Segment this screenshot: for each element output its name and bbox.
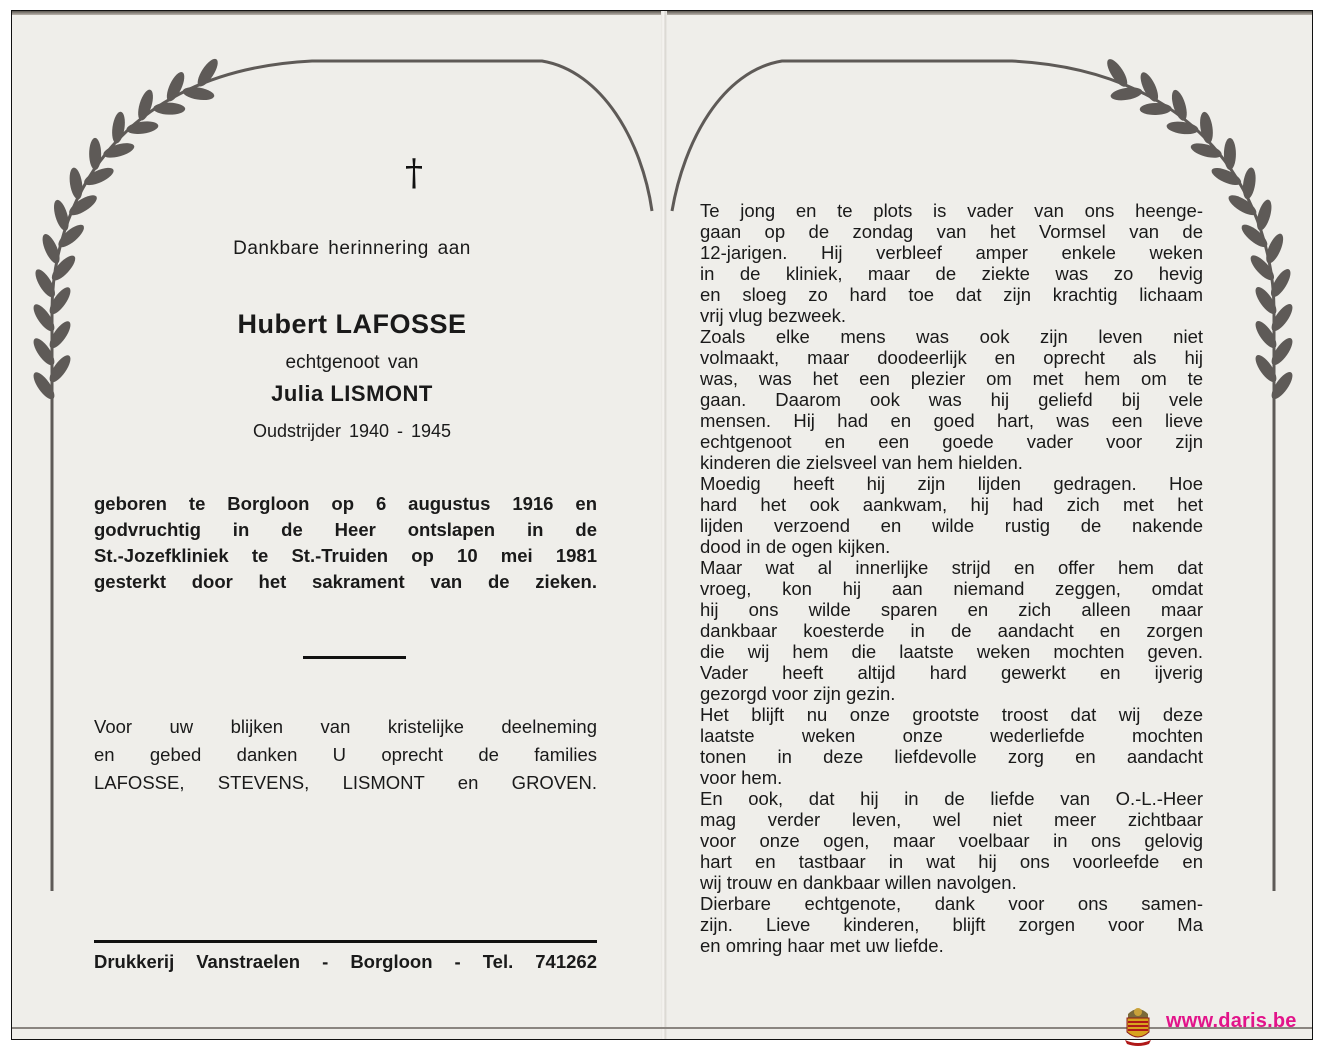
laurel-leaf [1238,221,1270,251]
eulogy-line: kinderen die zielsveel van hem hielden. [700,452,1023,473]
eulogy-line: en omring haar met uw liefde. [700,935,944,956]
eulogy-line: dankbaar koesterde in de aandacht en zorgen [700,620,1203,641]
cross-icon: † [405,153,423,194]
eulogy-line: Dierbare echtgenote, dank voor ons samen- [700,893,1203,914]
watermark[interactable] [1121,1000,1321,1044]
eulogy-line: mag verder leven, wel niet meer zichtbaar [700,809,1203,830]
birth-death-line: geboren te Borgloon op 6 augustus 1916 en [94,493,597,514]
eulogy-line: tonen in deze liefdevolle zorg en aandacht [700,746,1203,767]
laurel-leaf [110,111,126,144]
laurel-leaf [153,102,185,115]
laurel-leaf [1226,192,1259,219]
laurel-leaf [126,120,159,136]
eulogy-line: voor hem. [700,767,783,788]
eulogy-line: echtgenoot en een goede vader voor zijn [700,431,1203,452]
thanks-line: Voor uw blijken van kristelijke deelneming [94,716,597,737]
laurel-leaf [51,198,72,232]
eulogy-line: wij trouw en dankbaar willen navolgen. [700,872,1017,893]
thanks-paragraph [94,713,597,797]
laurel-leaf [1241,167,1257,200]
eulogy-line: vroeg, kon hij aan niemand zeggen, omdat [700,578,1203,599]
laurel-leaf [1267,266,1294,300]
laurel-leaf [89,138,101,170]
eulogy-line: zijn. Lieve kinderen, blijft zorgen voor Ma [700,914,1203,935]
laurel-leaf [1189,140,1223,160]
eulogy-line: hij ons wilde sparen en zich alleen maar [700,599,1203,620]
coat-of-arms-icon [1124,1004,1152,1046]
eulogy-line: lijden verzoend en wilde rustig de nakende [700,515,1203,536]
eulogy-line: en sloeg zo hard toe dat zijn krachtig lichaam [700,284,1203,305]
laurel-leaf [68,167,85,200]
veteran-title: Oudstrijder 1940 - 1945 [252,421,452,441]
eulogy-line: hart en tastbaar in wat hij ons voorleefde en [700,851,1203,872]
printer-divider [94,940,597,943]
laurel-leaf [39,232,63,266]
laurel-leaf [1166,120,1199,136]
printer-credit: Drukkerij Vanstraelen - Borgloon - Tel. 741262 [94,951,597,972]
laurel-leaf [1252,318,1280,351]
eulogy-line: voor onze ogen, maar voelbaar in ons gelovig [700,830,1203,851]
eulogy-line: Moedig heeft hij zijn lijden gedragen. Hoe [700,473,1203,494]
eulogy-line: volmaakt, maar doodeerlijk en oprecht als hij [700,347,1203,368]
eulogy-text [700,200,1203,956]
laurel-leaf [82,164,116,188]
thanks-line: LAFOSSE, STEVENS, LISMONT en GROVEN. [94,772,597,793]
laurel-leaf [32,267,59,301]
laurel-leaf [1252,352,1280,385]
laurel-leaf [135,88,156,122]
thanks-line: en gebed danken U oprecht de families [94,744,597,765]
birth-death-line: godvruchtig in de Heer ontslapen in de [94,519,597,540]
watermark-link[interactable]: www.daris.be [1166,1010,1297,1032]
eulogy-line: Vader heeft altijd hard gewerkt en ijverig [700,662,1203,683]
eulogy-line: mensen. Hij had en goed hart, was een lieve [700,410,1203,431]
laurel-leaf [1268,369,1296,402]
birth-death-line: St.-Jozefkliniek te St.-Truiden op 10 mei 1981 [94,545,597,566]
laurel-leaf [1224,138,1236,170]
eulogy-line: En ook, dat hij in de liefde van O.-L.-Heer [700,788,1203,809]
card-fold [661,11,667,1039]
laurel-leaf [30,369,58,402]
laurel-leaf [1104,56,1131,89]
laurel-leaf [1169,88,1190,122]
deceased-name: Hubert LAFOSSE [237,309,467,339]
eulogy-line: gaan. Daarom ook was hij geliefd bij vele [700,389,1203,410]
eulogy-line: was, was het een plezier om met hem om te [700,368,1203,389]
eulogy-line: laatste weken onze wederliefde mochten [700,725,1203,746]
intro-text: Dankbare herinnering aan [233,238,471,259]
laurel-leaf [1268,301,1296,334]
eulogy-line: Het blijft nu onze grootste troost dat wij deze [700,704,1203,725]
laurel-leaf [102,140,136,160]
laurel-leaf [48,252,78,284]
card-bottom-edge [12,1027,1312,1029]
laurel-leaf [46,284,74,317]
eulogy-line: gezorgd voor zijn gezin. [700,683,896,704]
eulogy-line: die wij hem die laatste weken mochten geven. [700,641,1203,662]
eulogy-line: gaan op de zondag van het Vormsel van de [700,221,1203,242]
laurel-leaf [1137,70,1162,104]
laurel-leaf [46,352,74,385]
laurel-leaf [163,70,187,104]
laurel-leaf [1198,111,1215,144]
eulogy-line: Maar wat al innerlijke strijd en offer hem dat [700,557,1203,578]
laurel-leaf [194,56,221,89]
laurel-leaf [1140,103,1172,116]
eulogy-line: dood in de ogen kijken. [700,536,891,557]
laurel-leaf [1268,335,1296,368]
birth-death-paragraph [94,491,597,595]
laurel-leaf [1247,252,1278,284]
birth-death-line: gesterkt door het sakrament van de zieken. [94,571,597,592]
left-laurel-branch [30,56,222,402]
laurel-leaf [182,85,215,102]
eulogy-line: Te jong en te plots is vader van ons heenge- [700,200,1203,221]
laurel-leaf [46,318,74,351]
spouse-name: Julia LISMONT [271,381,433,406]
relation-text: echtgenoot van [285,352,419,373]
laurel-leaf [1254,198,1274,232]
laurel-leaf [1252,284,1280,317]
laurel-leaf [66,192,99,219]
laurel-leaf [30,301,58,334]
laurel-leaf [30,335,58,368]
eulogy-line: Zoals elke mens was ook zijn leven niet [700,326,1203,347]
eulogy-line: in de kliniek, maar de ziekte was zo hevig [700,263,1203,284]
eulogy-line: hard het ook aankwam, hij had zich met het [700,494,1203,515]
divider [303,656,406,659]
laurel-leaf [1209,165,1243,189]
eulogy-line: 12-jarigen. Hij verbleef amper enkele weken [700,242,1203,263]
eulogy-line: vrij vlug bezweek. [700,305,847,326]
laurel-leaf [1263,231,1287,265]
laurel-leaf [1110,85,1143,102]
memorial-card [11,10,1313,1040]
